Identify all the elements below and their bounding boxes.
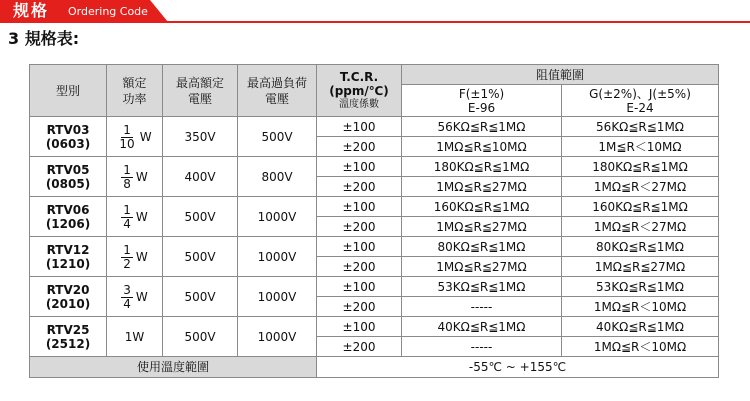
- header-g-series: E-24: [626, 100, 654, 115]
- power-numerator: 3: [123, 282, 131, 297]
- fraction-stack: [121, 244, 133, 271]
- model-size: (0805): [45, 176, 91, 191]
- header-rated-voltage-text: 最高額定電壓: [175, 75, 224, 106]
- table-row: [30, 157, 719, 177]
- model-name: RTV25: [46, 322, 90, 337]
- fraction-stack: [121, 204, 133, 231]
- g-range-cell: 1MΩ≦R＜27MΩ: [562, 217, 719, 237]
- overload-voltage-cell: 1000V: [238, 197, 317, 237]
- overload-voltage-cell: 800V: [238, 157, 317, 197]
- rated-voltage-cell: 500V: [163, 197, 238, 237]
- power-numerator: 1: [123, 162, 131, 177]
- power-numerator: 1: [123, 122, 131, 137]
- table-row: [30, 317, 719, 337]
- g-range-cell: 53KΩ≦R≦1MΩ: [562, 277, 719, 297]
- power-fraction: [117, 124, 151, 151]
- model-size: (1206): [45, 216, 91, 231]
- rated-voltage-cell: 500V: [163, 277, 238, 317]
- tcr-cell: ±100: [317, 117, 402, 137]
- power-cell: [107, 197, 163, 237]
- f-range-cell: 53KΩ≦R≦1MΩ: [402, 277, 562, 297]
- power-cell: [107, 277, 163, 317]
- model-cell: [30, 277, 107, 317]
- g-range-cell: 40KΩ≦R≦1MΩ: [562, 317, 719, 337]
- g-range-cell: 1MΩ≦R＜10MΩ: [562, 297, 719, 317]
- g-range-cell: 56KΩ≦R≦1MΩ: [562, 117, 719, 137]
- section-number: 3: [8, 29, 20, 48]
- fraction-stack: [121, 164, 133, 191]
- banner-title-en: Ordering Code: [68, 5, 148, 18]
- banner-title-cn: 规格: [13, 1, 50, 20]
- g-range-cell: 1MΩ≦R＜27MΩ: [562, 177, 719, 197]
- tcr-cell: ±200: [317, 337, 402, 357]
- spec-table: [29, 64, 719, 378]
- overload-voltage-cell: 1000V: [238, 317, 317, 357]
- model-name: RTV20: [46, 282, 90, 297]
- rated-voltage-cell: 500V: [163, 237, 238, 277]
- model-name: RTV06: [46, 202, 90, 217]
- power-denominator: 10: [119, 136, 135, 151]
- f-range-cell: 1MΩ≦R≦27MΩ: [402, 217, 562, 237]
- spec-table-body: [30, 117, 719, 357]
- tcr-cell: ±200: [317, 217, 402, 237]
- tcr-cell: ±100: [317, 277, 402, 297]
- f-range-cell: 180KΩ≦R≦1MΩ: [402, 157, 562, 177]
- g-range-cell: 180KΩ≦R≦1MΩ: [562, 157, 719, 177]
- table-row: [30, 277, 719, 297]
- model-size: (0603): [45, 136, 91, 151]
- f-range-cell: 160KΩ≦R≦1MΩ: [402, 197, 562, 217]
- power-fraction: [121, 244, 148, 271]
- tcr-cell: ±100: [317, 237, 402, 257]
- rated-voltage-cell: 350V: [163, 117, 238, 157]
- header-overload-voltage: [238, 65, 317, 117]
- power-cell: [107, 117, 163, 157]
- power-unit: W: [135, 250, 148, 264]
- power-fraction: [121, 284, 148, 311]
- power-unit: W: [135, 290, 148, 304]
- operating-temp-value: -55℃ ~ +155℃: [317, 357, 719, 378]
- rated-voltage-cell: 400V: [163, 157, 238, 197]
- fraction-stack: [117, 124, 136, 151]
- header-resistance-range: 阻值範圍: [402, 65, 719, 85]
- tcr-cell: ±100: [317, 317, 402, 337]
- section-banner: [0, 0, 750, 24]
- tcr-cell: ±200: [317, 297, 402, 317]
- header-tcr: [317, 65, 402, 117]
- power-denominator: 4: [123, 296, 131, 311]
- power-denominator: 4: [123, 216, 131, 231]
- f-range-cell: 56KΩ≦R≦1MΩ: [402, 117, 562, 137]
- header-tcr-title: T.C.R.: [339, 69, 379, 84]
- power-denominator: 8: [123, 176, 131, 191]
- fraction-stack: [121, 284, 133, 311]
- table-row: [30, 117, 719, 137]
- f-range-cell: 1MΩ≦R≦10MΩ: [402, 137, 562, 157]
- header-f-tolerance: [402, 85, 562, 117]
- power-cell: [107, 317, 163, 357]
- tcr-cell: ±200: [317, 137, 402, 157]
- header-tcr-desc: 溫度係數: [339, 98, 379, 110]
- power-unit: W: [135, 210, 148, 224]
- header-tcr-unit: (ppm/℃): [329, 83, 389, 98]
- header-overload-voltage-text: 最高過負荷電壓: [246, 75, 307, 106]
- header-f-title: F(±1%): [458, 86, 505, 101]
- header-power: [107, 65, 163, 117]
- power-value: 1W: [124, 329, 145, 344]
- power-unit: W: [139, 130, 152, 144]
- banner-underline: [0, 21, 750, 23]
- operating-temp-label: 使用溫度範圍: [30, 357, 317, 378]
- rated-voltage-cell: 500V: [163, 317, 238, 357]
- f-range-cell: -----: [402, 297, 562, 317]
- f-range-cell: 80KΩ≦R≦1MΩ: [402, 237, 562, 257]
- table-row: [30, 197, 719, 217]
- tcr-cell: ±100: [317, 197, 402, 217]
- header-rated-voltage: [163, 65, 238, 117]
- model-cell: [30, 197, 107, 237]
- header-g-title: G(±2%)、J(±5%): [589, 86, 691, 101]
- power-numerator: 1: [123, 242, 131, 257]
- model-cell: [30, 237, 107, 277]
- model-cell: [30, 157, 107, 197]
- f-range-cell: 1MΩ≦R≦27MΩ: [402, 257, 562, 277]
- model-name: RTV05: [46, 162, 90, 177]
- section-title: 規格表:: [24, 29, 80, 48]
- model-size: (1210): [45, 256, 91, 271]
- power-denominator: 2: [123, 256, 131, 271]
- model-name: RTV03: [46, 122, 90, 137]
- g-range-cell: 80KΩ≦R≦1MΩ: [562, 237, 719, 257]
- table-row: [30, 237, 719, 257]
- tcr-cell: ±200: [317, 257, 402, 277]
- header-g-tolerance: [562, 85, 719, 117]
- overload-voltage-cell: 500V: [238, 117, 317, 157]
- overload-voltage-cell: 1000V: [238, 277, 317, 317]
- header-power-text: 額定功率: [122, 75, 147, 106]
- overload-voltage-cell: 1000V: [238, 237, 317, 277]
- g-range-cell: 1M≦R＜10MΩ: [562, 137, 719, 157]
- header-f-series: E-96: [467, 100, 496, 115]
- g-range-cell: 1MΩ≦R＜10MΩ: [562, 337, 719, 357]
- power-cell: [107, 237, 163, 277]
- model-size: (2010): [45, 296, 91, 311]
- g-range-cell: 160KΩ≦R≦1MΩ: [562, 197, 719, 217]
- power-cell: [107, 157, 163, 197]
- power-unit: W: [135, 170, 148, 184]
- power-fraction: [121, 204, 148, 231]
- tcr-cell: ±100: [317, 157, 402, 177]
- power-numerator: 1: [123, 202, 131, 217]
- f-range-cell: -----: [402, 337, 562, 357]
- section-heading: [8, 29, 79, 49]
- model-cell: [30, 317, 107, 357]
- power-fraction: [121, 164, 148, 191]
- model-name: RTV12: [46, 242, 90, 257]
- f-range-cell: 1MΩ≦R≦27MΩ: [402, 177, 562, 197]
- header-model: 型別: [30, 65, 107, 117]
- tcr-cell: ±200: [317, 177, 402, 197]
- model-cell: [30, 117, 107, 157]
- f-range-cell: 40KΩ≦R≦1MΩ: [402, 317, 562, 337]
- g-range-cell: 1MΩ≦R≦27MΩ: [562, 257, 719, 277]
- model-size: (2512): [45, 336, 91, 351]
